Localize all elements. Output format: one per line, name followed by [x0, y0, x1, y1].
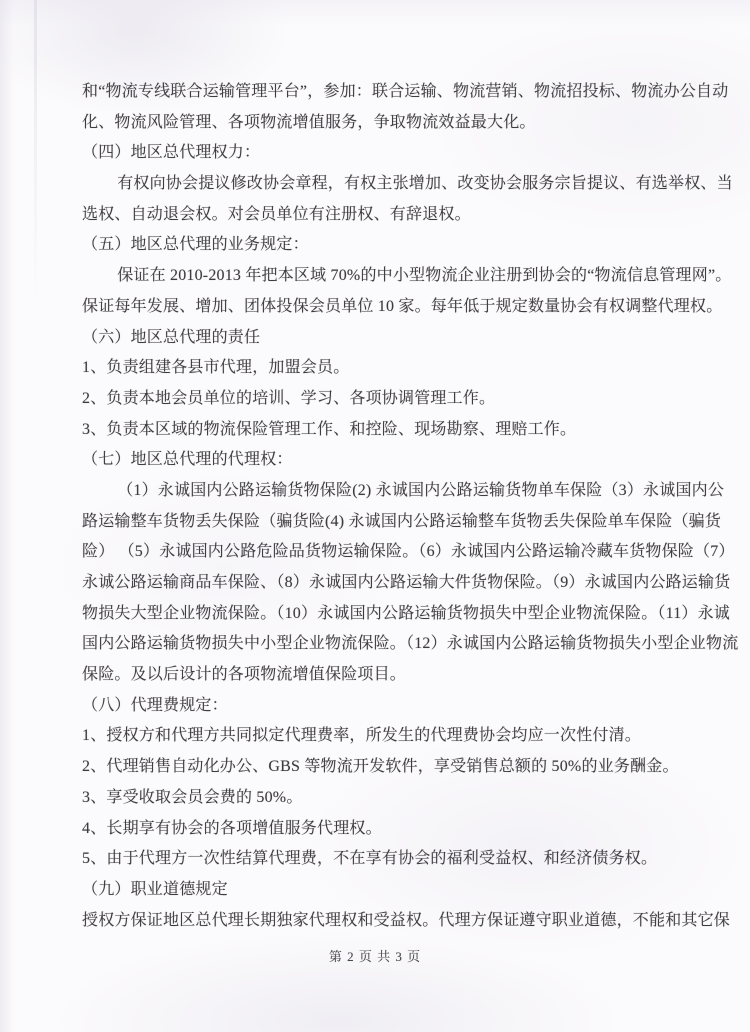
- document-line: 1、负责组建各县市代理，加盟会员。: [82, 359, 350, 377]
- document-line: 保证每年发展、增加、团体投保会员单位 10 家。每年低于规定数量协会有权调整代理权。: [82, 297, 723, 315]
- document-line: （1）永诚国内公路运输货物保险(2) 永诚国内公路运输货物单车保险（3）永诚国内公: [117, 481, 725, 499]
- document-line: 和“物流专线联合运输管理平台”，参加：联合运输、物流营销、物流招投标、物流办公自动: [82, 83, 729, 100]
- document-line: 3、负责本区域的物流保险管理工作、和控险、现场勘察、理赔工作。: [82, 420, 577, 438]
- document-line: （七）地区总代理的代理权：: [82, 451, 293, 469]
- document-body: [82, 77, 739, 936]
- document-line: 化、物流风险管理、各项物流增值服务，争取物流效益最大化。: [82, 113, 536, 131]
- document-line: 保险。及以后设计的各项物流增值保险项目。: [82, 666, 407, 684]
- document-line: 2、代理销售自动化办公、GBS 等物流开发软件，享受销售总额的 50%的业务酬金。: [82, 758, 679, 776]
- scan-edge-artifact: [34, 0, 37, 300]
- document-line: 4、长期享有协会的各项增值服务代理权。: [82, 819, 382, 837]
- document-line: 险） （5）永诚国内公路危险品货物运输保险。（6）永诚国内公路运输冷藏车货物保险（7）: [82, 543, 735, 561]
- document-line: 授权方保证地区总代理长期独家代理权和受益权。代理方保证遵守职业道德，不能和其它保: [82, 911, 731, 929]
- document-line: （九）职业道德规定: [82, 880, 228, 898]
- document-line: 2、负责本地会员单位的培训、学习、各项协调管理工作。: [82, 389, 496, 407]
- document-line: （八）代理费规定：: [82, 696, 228, 714]
- document-line: 3、享受收取会员会费的 50%。: [82, 788, 303, 806]
- page-footer: 第 2 页 共 3 页: [328, 949, 422, 964]
- document-line: 国内公路运输货物损失中小型企业物流保险。（12）永诚国内公路运输货物损失小型企业物流: [82, 635, 739, 653]
- document-line: （五）地区总代理的业务规定：: [82, 236, 309, 254]
- document-line: （四）地区总代理权力：: [82, 144, 261, 162]
- document-line: 永诚公路运输商品车保险、（8）永诚国内公路运输大件货物保险。（9）永诚国内公路运输货: [82, 574, 731, 591]
- document-line: 选权、自动退会权。对会员单位有注册权、有辞退权。: [82, 205, 471, 223]
- document-line: 路运输整车货物丢失保险（骗货险(4) 永诚国内公路运输整车货物丢失保险单车保险（骗货: [82, 512, 722, 530]
- document-line: 5、由于代理方一次性结算代理费，不在享有协会的福利受益权、和经济债务权。: [82, 850, 658, 868]
- document-line: 1、授权方和代理方共同拟定代理费率，所发生的代理费协会均应一次性付清。: [82, 727, 642, 745]
- document-line: 有权向协会提议修改协会章程，有权主张增加、改变协会服务宗旨提议、有选举权、当: [117, 175, 733, 193]
- document-line: （六）地区总代理的责任: [82, 328, 261, 346]
- document-line: 保证在 2010-2013 年把本区域 70%的中小型物流企业注册到协会的“物流信息管理网”。: [117, 267, 732, 285]
- document-line: 物损失大型企业物流保险。（10）永诚国内公路运输货物损失中型企业物流保险。（11）永诚: [82, 604, 731, 622]
